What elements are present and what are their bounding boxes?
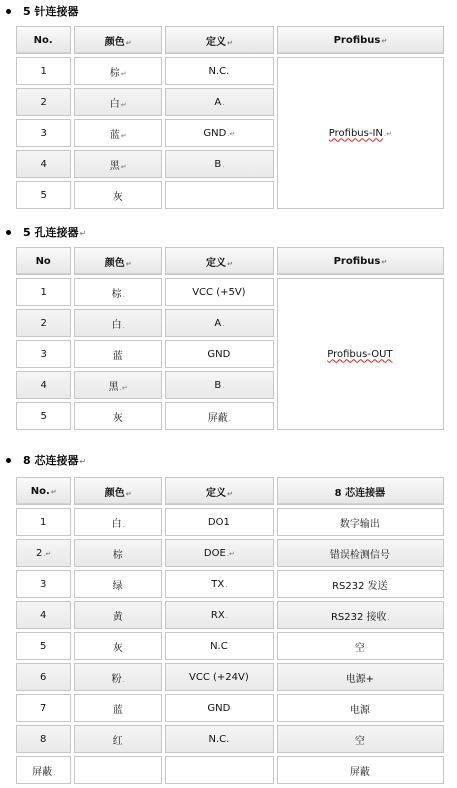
table-row [16,725,444,753]
table-row [16,663,444,691]
header-profibus: Profibus↵ [277,247,444,275]
cell-color: 白↵ [74,88,162,116]
cell-definition: A. [165,309,274,337]
cell-definition: GND.↵ [165,119,274,147]
section-title-text: 5 孔连接器 [23,226,79,239]
table-row [16,756,444,784]
cell-description: 屏蔽 [277,756,444,784]
cell-definition [165,756,274,784]
cell-no: 8 [16,725,71,753]
table-header-row [16,477,444,505]
cell-description: 错误检测信号 [277,539,444,567]
header-no: No [16,247,71,275]
cell-description: 空 [277,632,444,660]
cell-definition: GND [165,694,274,722]
cell-definition [165,181,274,209]
cell-no: 1 [16,57,71,85]
table-5pin [13,23,447,212]
cell-color: 蓝 [74,340,162,368]
cell-no: 6 [16,663,71,691]
section-title-5hole: 5 孔连接器↵ [6,225,86,241]
header-no: No.↵ [16,477,71,505]
cell-no: 7 [16,694,71,722]
table-row [16,632,444,660]
cell-definition: N.C. [165,725,274,753]
cell-no: 2.↵ [16,539,71,567]
cell-no: 5 [16,402,71,430]
cell-no: 3 [16,119,71,147]
header-8core: 8 芯连接器 [277,477,444,505]
cell-description: RS232 发送 [277,570,444,598]
cell-color: 灰 [74,402,162,430]
header-definition: 定义↵ [165,26,274,54]
cell-description: 电源+ [277,663,444,691]
table-row [16,508,444,536]
cell-color: 白. [74,508,162,536]
cell-definition: RX. [165,601,274,629]
cell-description: 空 [277,725,444,753]
cell-color: 白. [74,309,162,337]
cell-definition: B. [165,150,274,178]
cell-color: 蓝 [74,694,162,722]
cell-definition: VCC (+24V) [165,663,274,691]
cell-color: 黑↵ [74,150,162,178]
table-row [16,570,444,598]
cell-no: 1 [16,508,71,536]
cell-description: 数字输出 [277,508,444,536]
bullet-icon [6,230,11,235]
cell-definition: VCC (+5V) [165,278,274,306]
section-title-8core: 8 芯连接器↵ [6,453,86,469]
cell-no: 5 [16,181,71,209]
table-row [16,601,444,629]
header-definition: 定义↵ [165,247,274,275]
cell-color: 粉. [74,663,162,691]
cell-no: 3 [16,340,71,368]
cell-definition: DOE.↵ [165,539,274,567]
cell-color: 黑.↵ [74,371,162,399]
cell-profibus-merged: Profibus-OUT [277,278,444,430]
cell-color: 蓝↵ [74,119,162,147]
cell-no: 4 [16,371,71,399]
table-row [16,694,444,722]
header-color: 颜色↵ [74,247,162,275]
cell-definition: DO1 [165,508,274,536]
cell-no: 4 [16,601,71,629]
cell-definition: N.C. [165,57,274,85]
header-definition: 定义↵ [165,477,274,505]
cell-color: 红 [74,725,162,753]
cell-definition: B. [165,371,274,399]
cell-definition: TX. [165,570,274,598]
cell-profibus-merged: Profibus-IN.↵ [277,57,444,209]
header-no: No. [16,26,71,54]
section-title-5pin [6,4,78,20]
table-8core [13,474,447,787]
bullet-icon [6,458,11,463]
cell-no: 屏蔽. [16,756,71,784]
cell-description: RS232 接收. [277,601,444,629]
cell-no: 4 [16,150,71,178]
bullet-icon [6,9,11,14]
cell-no: 3 [16,570,71,598]
table-header-row [16,26,444,54]
cell-no: 1 [16,278,71,306]
table-row [16,278,444,306]
cell-color: 黄 [74,601,162,629]
cell-definition: N.C [165,632,274,660]
table-5hole [13,244,447,433]
table-row [16,539,444,567]
cell-color: 棕. [74,278,162,306]
cell-definition: GND [165,340,274,368]
table-header-row [16,247,444,275]
header-profibus: Profibus↵ [277,26,444,54]
cell-definition: 屏蔽. [165,402,274,430]
section-title-text: 8 芯连接器 [23,454,79,467]
cell-color: 棕↵ [74,57,162,85]
cell-color [74,756,162,784]
cell-definition: A. [165,88,274,116]
cell-color: 灰 [74,632,162,660]
section-title-text: 5 针连接器 [23,5,79,18]
cell-color: 灰 [74,181,162,209]
header-color: 颜色↵ [74,477,162,505]
table-row [16,57,444,85]
cell-color: 棕 [74,539,162,567]
cell-no: 5 [16,632,71,660]
cell-no: 2 [16,309,71,337]
cell-description: 电源 [277,694,444,722]
cell-no: 2 [16,88,71,116]
header-color: 颜色↵ [74,26,162,54]
cell-color: 绿 [74,570,162,598]
